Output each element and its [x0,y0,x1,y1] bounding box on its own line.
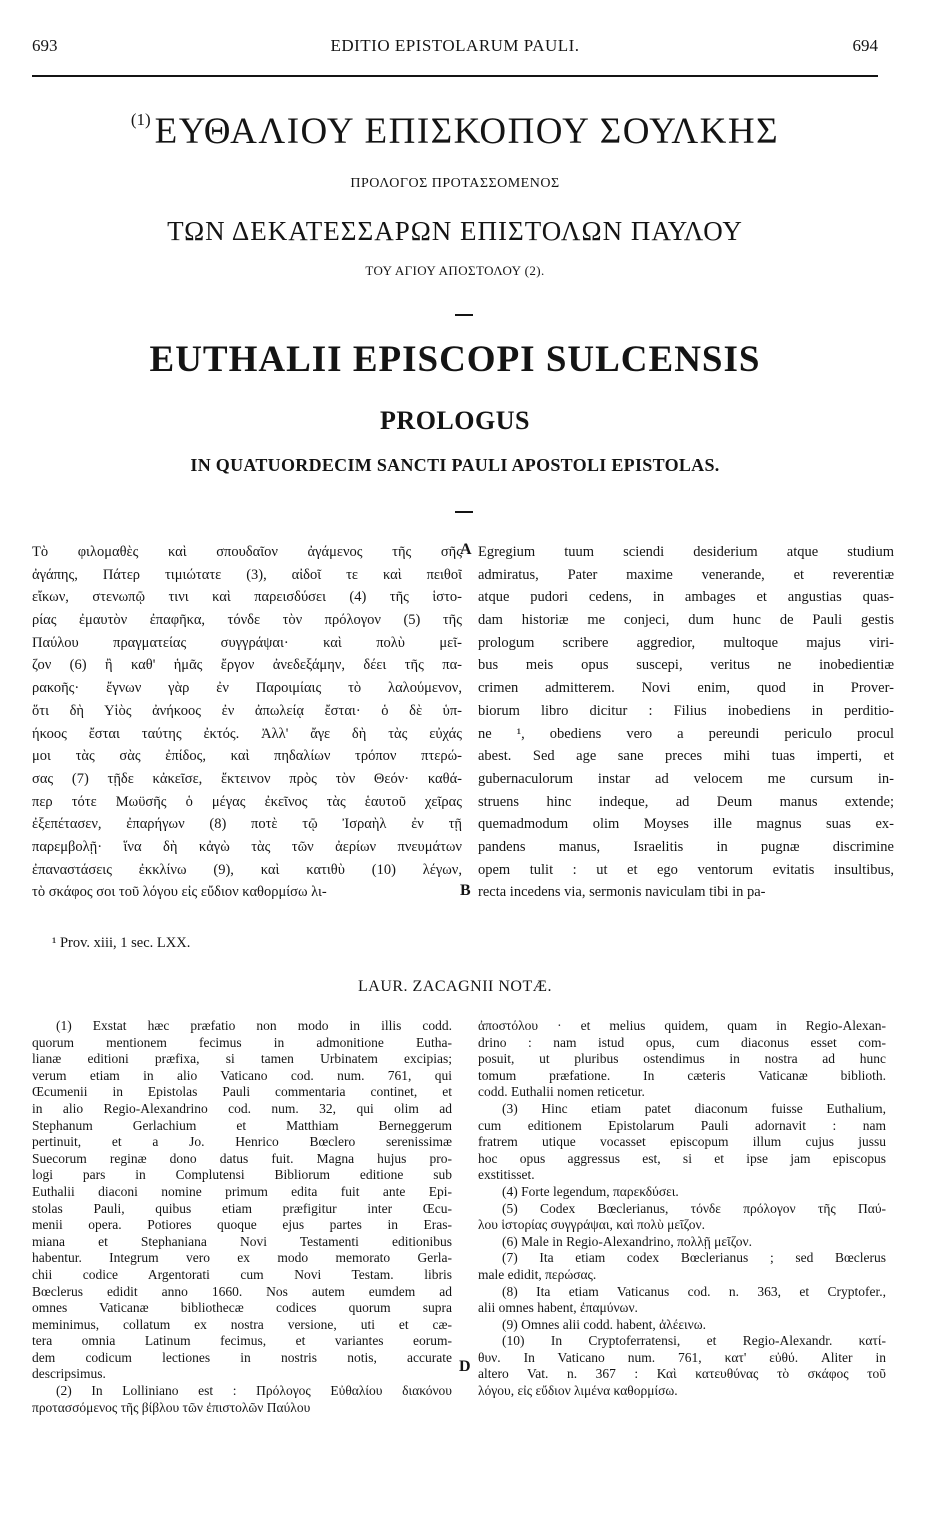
note-line: (1) Exstat hæc præfatio non modo in illis codd. [56,1018,452,1033]
note-line: exstitisset. [478,1167,535,1183]
text-line: ἐξεπέτασεν, ἐπαρήγων (8) ποτὲ τῷ Ἰσραὴλ ἐν τῇ [32,816,462,833]
separator-dash [455,511,473,513]
text-line: ἐπαναστάσεις ἐκκλίνω (9), καὶ κατιθὺ (10) λέγων, [32,861,462,878]
note-line: hoc opus aggressus est, si et ipse jam episcopus [478,1150,886,1166]
text-line: atque pudori cedens, in ambages et angustias quas- [478,589,894,606]
note-line: male edidit, περώσας. [478,1266,597,1282]
text-line: Παύλου πραγματείας συγγράψαι· καὶ πολὺ μεῖ- [32,634,462,651]
note-line: cum editionem Epistolarum Pauli adornavit : nam [478,1117,886,1133]
text-line: ὅτι δὴ Υἱὸς ἀνήκοος ἐν ἀπωλείᾳ ἔσται· ὁ δὲ ὑπ- [32,702,462,719]
note-line: lianæ editioni præfixa, si tamen Urbinatem excipias; [32,1051,452,1067]
text-line: recta incedens via, sermonis naviculam tibi in pa- [478,884,766,901]
text-line: admiratus, Pater maxime venerande, et reverentiæ [478,566,894,583]
greek-title-epistles: ΤΩΝ ΔΕΚΑΤΕΣΣΑΡΩΝ ΕΠΙΣΤΟΛΩΝ ΠΑΥΛΟΥ [167,216,743,246]
latin-text-column [478,541,894,904]
text-line: περ τότε Μωϋσῆς ὁ μέγας ἐκεῖνος τὰς ἑαυτοῦ χεῖρας [32,793,462,810]
note-line: drino : nam istud opus, cum diaconus esset com- [478,1034,886,1050]
text-line: εἴκων, στενωπῷ τινι καὶ παρεισδύσει (4) τῆς ἱστο- [32,589,462,606]
text-line: σας (7) τῇδε κἀκεῖσε, ἔκτεινον πρὸς τὸν Θεόν· καθά- [32,770,462,787]
latin-title-sub: IN QUATUORDECIM SANCTI PAULI APOSTOLI EPISTOLAS. [190,455,720,475]
note-line: stolas Pauli, quibus etiam præfigitur inter Œcu- [32,1200,452,1216]
text-line: abest. Sed age sane preces mihi tuas imperti, et [478,748,894,765]
text-line: Τὸ φιλομαθὲς καὶ σπουδαῖον ἀγάμενος τῆς σῆς [32,544,462,560]
note-line: (5) Codex Bœclerianus, τόνδε πρόλογον τῆς Παύ- [502,1200,886,1216]
note-line: habentur. Integrum vero ex modo memorato Gerla- [32,1250,452,1266]
text-line: pandens manus, Israelitis in pugnæ discrimine [478,838,894,855]
note-line: dem codicum lectiones in nostris notis, accurate [32,1349,452,1365]
note-line: verum etiam in alio Vaticano cod. num. 761, qui [32,1067,452,1083]
page-number-right: 694 [852,36,878,55]
note-line: quorum mentionem fecimus in admonitione Eutha- [32,1034,452,1050]
note-line: (9) Omnes alii codd. habent, ἀλέεινω. [502,1316,707,1332]
note-line: tomum præfatione. In cæteris Vaticanæ biblioth. [478,1067,886,1083]
note-line: chii codice Argentorati cum Novi Testam. libris [32,1266,452,1282]
note-line: (7) Ita etiam codex Bœclerianus ; sed Bœclerus [502,1250,886,1266]
greek-text-column [32,541,462,904]
running-header [32,36,878,60]
note-marker: (1) [130,110,151,129]
margin-mark-d: D [459,1358,471,1375]
margin-mark-b: B [460,882,471,899]
note-line: Bœclerus edidit anno 1660. Nos autem eumdem ad [32,1283,452,1299]
note-line: προτασσόμενος τῆς βίβλου τῶν ἐπιστολῶν Παύλου [32,1399,311,1415]
greek-title-apostle: ΤΟΥ ΑΓΙΟΥ ΑΠΟΣΤΟΛΟΥ (2). [365,263,545,278]
notes-left-column [32,1018,452,1416]
notes-heading: LAUR. ZACAGNII NOTÆ. [358,978,552,995]
text-line: ζον (6) ἢ καθ' ἡμᾶς ἔργον ἀνεδεξάμην, δέει τῆς πα- [32,657,462,674]
note-line: posuit, ut pluribus ostendimus in nostra ad hunc [478,1051,886,1067]
note-line: altero Vat. n. 367 : Καὶ κατευθύνας τὸ σκάφος τοῦ [478,1366,886,1382]
text-line: Egregium tuum sciendi desiderium atque studium [478,544,894,560]
note-line: Œcumenii in Epistolas Pauli commentaria continet, et [32,1084,452,1100]
note-line: miana et Stephaniana Novi Testamenti editionibus [32,1233,452,1249]
latin-title-main: EUTHALII EPISCOPI SULCENSIS [149,339,761,380]
note-line: descripsimus. [32,1366,106,1382]
note-line: Suecorum reginæ dono datus fuit. Magna hujus pro- [32,1150,452,1166]
text-line: τὸ σκάφος σοι τοῦ λόγου εἰς εὔδιον καθορμίσω λι- [32,884,327,901]
greek-subtitle: ΠΡΟΛΟΓΟΣ ΠΡΟΤΑΣΣΟΜΕΝΟΣ [350,176,560,191]
note-line: pertinuit, et a Jo. Henrico Bœclero serenissimæ [32,1134,452,1150]
text-line: dam historiæ me conjeci, dum hunc de Pauli gestis [478,612,894,629]
greek-title-text: ΕΥΘΑΛΙΟΥ ΕΠΙΣΚΟΠΟΥ ΣΟΥΛΚΗΣ [154,111,780,152]
text-line: ήκοος ἔσται ταύτης ἐκτός. Ἀλλ' ἄγε δὴ τὰς εὐχάς [32,725,462,742]
note-line: (2) In Lolliniano est : Πρόλογος Εὐθαλίου διακόνου [56,1383,452,1399]
note-line: (10) In Cryptoferratensi, et Regio-Alexandr. κατί- [502,1333,886,1349]
text-line: μοι τὰς σὰς ἐπίδος, καὶ πηδαλίων τρόπον πτερώ- [32,748,462,765]
note-line: fratrem utique vocasset episcopum illum cujus jussu [478,1134,886,1150]
text-line: prologum scribere aggredior, multoque majus viri- [478,634,894,651]
note-line: logi pars in Complutensi Bibliorum editione sub [32,1167,452,1183]
notes-right-column [478,1018,886,1400]
note-line: θυν. In Vaticano num. 761, κατ' εὐθύ. Aliter in [478,1349,886,1365]
note-line: ἀποστόλου · et melius quidem, quam in Regio-Alexan- [478,1018,886,1033]
note-line: alii omnes habent, ἐπαμύνων. [478,1300,638,1316]
footnote: ¹ Prov. xiii, 1 sec. LXX. [52,935,191,951]
greek-title-main [32,110,878,153]
note-line: (3) Hinc etiam patet diaconum fuisse Euthalium, [502,1100,886,1116]
note-line: omnes Vaticanæ bibliothecæ codices quorum supra [32,1300,452,1316]
note-line: Stephanum Gerlachium et Matthiam Berneggerum [32,1117,452,1133]
text-line: παρεμβολῇ· ἵνα δὴ κἀγὼ τὰς τῶν ἀερίων πνευμάτων [32,838,462,855]
note-line: (8) Ita etiam Vaticanus cod. n. 363, et Cryptofer., [502,1283,886,1299]
note-line: (4) Forte legendum, παρεκδύσει. [502,1183,679,1199]
text-line: ρακοῆς· ἔγνων γὰρ ἐν Παροιμίαις τὸ λαλούμενον, [32,680,462,697]
separator-dash [455,314,473,316]
latin-title-prologus: PROLOGUS [380,406,530,435]
text-line: biorum libro dicitur : Filius inobediens in perditio- [478,702,894,719]
note-line: λόγου, εἰς εὔδιον λιμένα καθορμίσω. [478,1383,678,1399]
note-line: Euthalii diaconi nomine primum edita fuit ante Epi- [32,1183,452,1199]
text-line: crimen admitterem. Novi enim, quod in Prover- [478,680,894,697]
page-number-left: 693 [32,36,58,55]
text-line: ρίας ἐμαυτὸν ἐπαφῆκα, τόνδε τὸν πρόλογον (5) τῆς [32,612,462,629]
text-line: ne ¹, obediens vero a pereundi periculo procul [478,725,894,742]
header-rule [32,75,878,77]
note-line: menii opera. Potiores quoque ejus partes in Eras- [32,1217,452,1233]
text-line: gubernaculorum instar ad velocem me cursum in- [478,770,894,787]
text-line: opem tulit : ut et ego ventorum evitatis insultibus, [478,861,894,878]
text-line: struens hinc indeque, ad Deum manus extende; [478,793,894,810]
margin-mark-a: A [460,541,472,558]
text-line: quemadmodum olim Moyses ille magnus suas ex- [478,816,894,833]
note-line: in alio Regio-Alexandrino cod. num. 32, qui olim ad [32,1100,452,1116]
note-line: tera omnia Latinum fecimus, et variantes eorum- [32,1333,452,1349]
running-title: EDITIO EPISTOLARUM PAULI. [330,36,580,55]
text-line: ἀγάπης, Πάτερ τιμιώτατε (3), αἰδοῖ τε καὶ πειθοῖ [32,566,462,583]
text-line: bus meis opus suscepi, veritus ne inobedientiæ [478,657,894,674]
note-line: (6) Male in Regio-Alexandrino, πολλῇ μεῖζον. [502,1233,753,1249]
note-line: meminimus, collatum ex nostra versione, uti et cæ- [32,1316,452,1332]
note-line: λου ἱστορίας συγγράψαι, καὶ πολὺ μεῖζον. [478,1217,706,1233]
note-line: codd. Euthalii nomen reticetur. [478,1084,645,1100]
